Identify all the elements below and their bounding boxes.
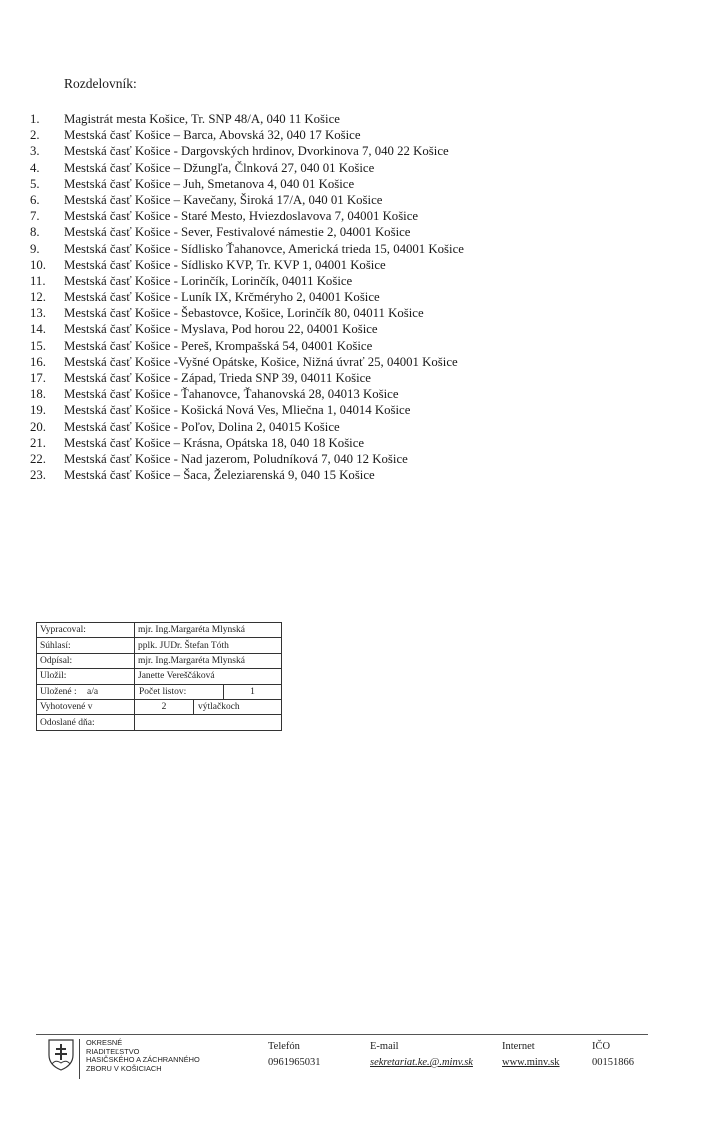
recipient-list [30,111,464,483]
distribution-heading: Rozdelovník: [64,76,137,91]
recipient-number: 20. [30,419,46,434]
vyhotovene-unit: výtlačkoch [194,700,282,714]
ico-value: 00151866 [592,1057,634,1068]
recipient-address: Mestská časť Košice - Pereš, Krompašská 54, 04001 Košice [64,338,373,353]
recipient-item [30,338,464,354]
recipient-item [30,451,464,467]
recipient-number: 3. [30,144,40,159]
ulozene-cell [37,684,135,699]
recipient-address: Mestská časť Košice – Barca, Abovská 32, 040 17 Košice [64,128,361,143]
recipient-item [30,354,464,370]
recipient-item [30,224,464,240]
ico-label: IČO [592,1041,611,1052]
phone-label: Telefón [268,1041,300,1052]
recipient-address: Mestská časť Košice - Sídlisko Ťahanovce, Americká trieda 15, 04001 Košice [64,241,464,256]
recipient-address: Mestská časť Košice – Džungľa, Člnková 27, 040 01 Košice [64,160,375,175]
org-line-4: ZBORU V KOŠICIACH [86,1063,162,1073]
org-line-3: HASIČSKÉHO A ZÁCHRANNÉHO [86,1055,200,1065]
recipient-number: 1. [30,112,40,126]
odpisal-value: mjr. Ing.Margaréta Mlynská [135,653,282,668]
recipient-address: Mestská časť Košice - Poľov, Dolina 2, 04015 Košice [64,419,340,434]
stamp-row [37,638,282,653]
vypracoval-value: mjr. Ing.Margaréta Mlynská [135,623,282,638]
vypracoval-label: Vypracoval: [37,623,135,638]
recipient-number: 9. [30,241,40,256]
recipient-item [30,111,464,127]
recipient-address: Mestská časť Košice - Sídlisko KVP, Tr. KVP 1, 04001 Košice [64,257,386,272]
recipient-address: Mestská časť Košice - Šebastovce, Košice, Lorinčík 80, 04011 Košice [64,306,424,321]
recipient-item [30,160,464,176]
recipient-number: 15. [30,338,46,353]
internet-block [502,1039,560,1071]
ico-block [592,1039,634,1071]
recipient-item [30,402,464,418]
odpisal-label: Odpísal: [37,653,135,668]
recipient-address: Mestská časť Košice - Staré Mesto, Hviezdoslavova 7, 04001 Košice [64,209,419,224]
ulozene-label: Uložené : [40,686,77,697]
recipient-number: 17. [30,371,46,385]
odoslane-label: Odoslané dňa: [37,715,135,730]
recipient-address: Mestská časť Košice – Kavečany, Široká 17/A, 040 01 Košice [64,192,383,207]
recipient-address: Mestská časť Košice - Myslava, Pod horou 22, 04001 Košice [64,322,378,337]
vyhotovene-label: Vyhotovené v [37,699,135,714]
recipient-item [30,289,464,305]
odoslane-value [135,715,282,730]
recipient-address: Mestská časť Košice - Sever, Festivalové námestie 2, 04001 Košice [64,225,411,240]
recipient-number: 18. [30,387,46,402]
recipient-item [30,386,464,402]
recipient-item [30,419,464,435]
recipient-item [30,305,464,321]
phone-block [268,1039,321,1071]
recipient-item [30,192,464,208]
recipient-number: 5. [30,176,40,191]
website-link[interactable]: www.minv.sk [502,1057,560,1068]
recipient-address: Mestská časť Košice - Ťahanovce, Ťahanovská 28, 04013 Košice [64,387,399,402]
recipient-number: 7. [30,209,40,224]
recipient-item [30,273,464,289]
recipient-number: 4. [30,160,40,175]
ulozene-value: a/a [87,686,99,697]
recipient-number: 12. [30,290,46,305]
recipient-item [30,143,464,159]
recipient-number: 8. [30,225,40,240]
recipient-item [30,241,464,257]
phone-value: 0961965031 [268,1057,321,1068]
pocet-listov-inner [135,685,281,699]
recipient-number: 19. [30,403,46,418]
recipient-address: Mestská časť Košice - Nad jazerom, Poludníková 7, 040 12 Košice [64,451,408,466]
recipient-address: Mestská časť Košice - Dargovských hrdinov, Dvorkinova 7, 040 22 Košice [64,144,449,159]
stamp-row [37,715,282,730]
recipient-address: Mestská časť Košice – Juh, Smetanova 4, 040 01 Košice [64,176,355,191]
recipient-item [30,467,464,483]
vyhotovene-cell [135,699,282,714]
email-block [370,1039,473,1071]
organization-name [86,1039,200,1073]
recipient-address: Mestská časť Košice – Krásna, Opátska 18, 040 18 Košice [64,435,365,450]
stamp-row [37,669,282,684]
recipient-number: 16. [30,354,46,369]
recipient-item [30,370,464,386]
recipient-number: 11. [30,273,46,288]
slovak-coat-of-arms-icon [46,1038,76,1072]
internet-label: Internet [502,1041,535,1052]
pocet-listov-cell [135,684,282,699]
recipient-address: Mestská časť Košice – Šaca, Železiarenská 9, 040 15 Košice [64,468,375,483]
recipient-item [30,208,464,224]
footer-separator [79,1039,80,1079]
recipient-item [30,127,464,143]
pocet-listov-label: Počet listov: [139,686,187,697]
org-line-1: OKRESNÉ [86,1038,123,1047]
org-line-2: RIADITEĽSTVO [86,1046,140,1056]
ulozil-label: Uložil: [37,669,135,684]
recipient-address: Magistrát mesta Košice, Tr. SNP 48/A, 040 11 Košice [64,112,340,126]
recipient-address: Mestská časť Košice - Lorinčík, Lorinčík, 04011 Košice [64,273,353,288]
processing-stamp-table [36,622,282,731]
email-link[interactable]: sekretariat.ke.@.minv.sk [370,1057,473,1068]
recipient-item [30,176,464,192]
recipient-address: Mestská časť Košice - Západ, Trieda SNP 39, 04011 Košice [64,371,371,385]
recipient-address: Mestská časť Košice -Vyšné Opátske, Košice, Nižná úvrať 25, 04001 Košice [64,354,458,369]
stamp-row [37,684,282,699]
pocet-listov-value: 1 [224,685,282,699]
recipient-number: 6. [30,192,40,207]
vyhotovene-inner [135,700,281,714]
recipient-number: 21. [30,435,46,450]
recipient-address: Mestská časť Košice - Košická Nová Ves, Mliečna 1, 04014 Košice [64,403,411,418]
recipient-number: 14. [30,322,46,337]
recipient-address: Mestská časť Košice - Luník IX, Krčméryho 2, 04001 Košice [64,290,380,305]
recipient-item [30,321,464,337]
recipient-number: 2. [30,128,40,143]
suhlasi-value: pplk. JUDr. Štefan Tóth [135,638,282,653]
recipient-number: 10. [30,257,46,272]
ulozil-value: Janette Vereščáková [135,669,282,684]
stamp-row [37,623,282,638]
stamp-row [37,653,282,668]
footer-divider [36,1034,648,1035]
recipient-number: 22. [30,451,46,466]
suhlasi-label: Súhlasí: [37,638,135,653]
email-label: E-mail [370,1041,399,1052]
recipient-number: 23. [30,468,46,483]
recipient-item [30,435,464,451]
vyhotovene-count: 2 [161,702,167,713]
recipient-number: 13. [30,306,46,321]
recipient-item [30,257,464,273]
stamp-row [37,699,282,714]
